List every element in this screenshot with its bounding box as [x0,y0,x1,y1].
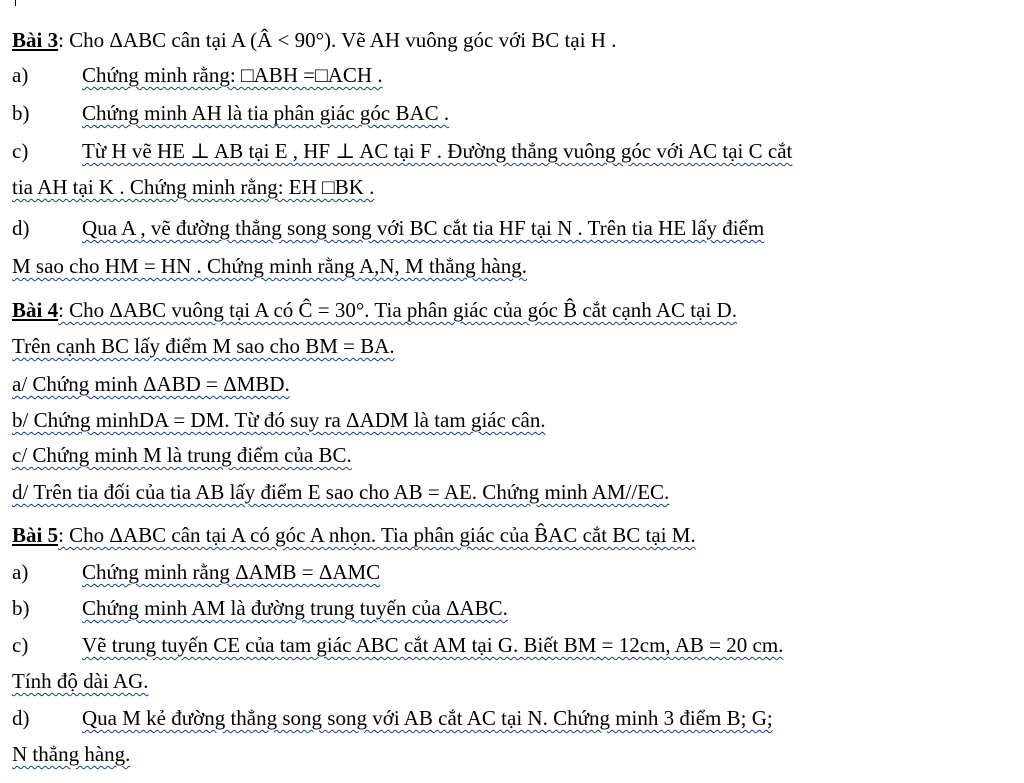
bai4-a-text: a/ Chứng minh ΔABD = ΔMBD. [12,372,290,396]
bai4-d-text: d/ Trên tia đối của tia AB lấy điểm E sao cho AB = AE. Chứng minh AM//EC. [12,480,670,504]
bai3-part-c-line2 [12,172,1014,202]
bai3-title: Bài 3 [12,28,59,52]
bai5-b-text: Chứng minh AM là đường trung tuyến của ΔABC. [82,596,508,620]
bai4-part-a [12,369,1014,399]
bai5-part-b [12,593,1014,623]
bai4-title: Bài 4 [12,298,59,322]
bai4-c-text: c/ Chứng minh M là trung điểm của BC. [12,443,352,467]
bai3-part-a [12,60,1014,90]
bai3-part-d-line2 [12,251,1014,281]
bai3-part-d-line1 [12,213,1014,243]
bai3-heading [12,25,1014,55]
bai5-part-d-line2 [12,739,1014,769]
bai3-a-label: a) [12,63,29,87]
bai5-part-d-line1 [12,703,1014,733]
bai3-b-label: b) [12,101,30,125]
bai5-intro: : Cho ΔABC cân tại A có góc A nhọn. Tia phân giác của B̂AC cắt BC tại M. [58,523,696,547]
bai5-part-c-line2 [12,666,1014,696]
bai5-part-a [12,557,1014,587]
bai4-part-c [12,440,1014,470]
bai5-d-label: d) [12,706,30,730]
bai5-c-label: c) [12,633,29,657]
bai3-intro: : Cho ΔABC cân tại A (Â < 90°). Vẽ AH vuông góc với BC tại H . [58,28,617,52]
bai5-title: Bài 5 [12,523,59,547]
bai4-b-text: b/ Chứng minhDA = DM. Từ đó suy ra ΔADM là tam giác cân. [12,408,546,432]
bai3-d-text-2: M sao cho HM = HN . Chứng minh rằng A,N, M thẳng hàng. [12,254,527,278]
bai4-intro-line2 [12,331,1014,361]
bai5-a-text: Chứng minh rằng ΔAMB = ΔAMC [82,560,381,584]
bai5-c-text-1: Vẽ trung tuyến CE của tam giác ABC cắt AM tại G. Biết BM = 12cm, AB = 20 cm. [82,633,784,657]
bai4-intro-1: : Cho ΔABC vuông tại A có Ĉ = 30°. Tia phân giác của góc B̂ cắt cạnh AC tại D. [58,298,737,322]
bai4-part-d [12,477,1014,507]
bai4-heading [12,295,1014,325]
bai4-intro-2: Trên cạnh BC lấy điểm M sao cho BM = BA. [12,334,395,358]
bai5-c-text-2: Tính độ dài AG. [12,669,149,693]
bai3-c-label: c) [12,139,29,163]
bai3-a-text: Chứng minh rằng: □ABH =□ACH . [82,63,383,87]
bai3-part-b [12,98,1014,128]
bai5-heading [12,520,1014,550]
bai3-part-c-line1 [12,136,1014,166]
bai4-part-b [12,405,1014,435]
bai5-part-c-line1 [12,630,1014,660]
bai5-d-text-2: N thẳng hàng. [12,742,131,766]
page-edge-mark [15,0,16,6]
bai3-c-text-1: Từ H vẽ HE ⊥ AB tại E , HF ⊥ AC tại F . Đường thẳng vuông góc với AC tại C cắt [82,139,793,163]
bai3-d-text-1: Qua A , vẽ đường thẳng song song với BC cắt tia HF tại N . Trên tia HE lấy điểm [82,216,765,240]
bai5-b-label: b) [12,596,30,620]
bai5-a-label: a) [12,560,29,584]
bai3-c-text-2: tia AH tại K . Chứng minh rằng: EH □BK . [12,175,375,199]
bai3-b-text: Chứng minh AH là tia phân giác góc BAC . [82,101,450,125]
bai3-d-label: d) [12,216,30,240]
bai5-d-text-1: Qua M kẻ đường thẳng song song với AB cắt AC tại N. Chứng minh 3 điểm B; G; [82,706,773,730]
